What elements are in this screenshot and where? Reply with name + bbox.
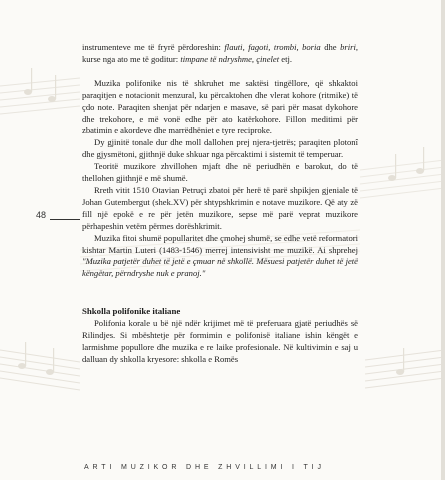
paragraph [82, 318, 358, 366]
background-staff-bottom-right [365, 350, 445, 388]
italic-text: flauti, fagoti, trombi, boria [224, 42, 321, 52]
text-run: , kurse nga ato me të goditur: [82, 42, 358, 64]
italic-text: timpane të ndryshme, çinelet [180, 53, 280, 64]
text-run: instrumenteve me të fryrë përdoreshin: [82, 42, 225, 52]
text-run: Muzika fitoi shumë popullaritet dhe çmohej shumë, se edhe vetë reformatori kishtar Martin Luteri (1483-1546) merrej intensivisht me muzikë. Ai shprehej [82, 232, 358, 255]
background-staff-top-left [0, 78, 80, 114]
paragraph [82, 137, 358, 161]
paragraph [82, 161, 358, 185]
page-edge-shadow [441, 0, 445, 480]
paragraph [82, 78, 358, 138]
text-run: Rreth vitit 1510 Otavian Petruçi zbatoi për herë të parë shpikjen gjeniale të Johan Gutembergut (shek.XV) për shtypshkrimin e notave muzikore. Që aty zë fill një epokë e re për jetën muzikore, sepse më parë veprat muzikore përhapeshin vetëm përmes dorëshkrimit. [82, 184, 358, 231]
background-staff-bottom-left [0, 350, 80, 390]
paragraph [82, 233, 358, 281]
background-staff-right [360, 160, 445, 198]
page-number: 48 [36, 210, 47, 220]
italic-text: briri [340, 42, 356, 52]
text-run: Dy gjinitë tonale dur dhe moll dallohen prej njera-tjetrës; paraqiten plotonî dhe gjysmëtoni, gjithnjë duke shkuar nga përcaktimi i sistemit të temperuar. [82, 137, 358, 160]
text-run: Polifonia korale u bë një ndër krijimet më të preferuara gjatë periudhës së Rilindjes. Si mbështetje për formimin e polifonisë italiane ishin këngët e larmishme popullore dhe muzika e re laike profesionale. Në kultivimin e saj u dalluan dy shkolla kryesore: shkolla e Romës [82, 318, 358, 364]
text-run: Teoritë muzikore zhvillohen mjaft dhe në periudhën e barokut, do të thellohen gjithnjë e më shumë. [82, 161, 358, 184]
paragraph [82, 185, 358, 233]
text-run: dhe [320, 42, 341, 52]
paragraph [82, 42, 358, 66]
body-text [82, 42, 358, 366]
section-heading: Shkolla polifonike italiane [82, 306, 181, 317]
page-number-rule [50, 219, 80, 220]
italic-text: "Muzika patjetër duhet të jetë e çmuar në shkollë. Mësuesi patjetër duhet të jetë këngëtar, përndryshe nuk e pranoj." [82, 256, 358, 279]
text-run: etj. [279, 53, 293, 64]
running-footer: ARTI MUZIKOR DHE ZHVILLIMI I TIJ [84, 464, 325, 471]
text-run: Muzika polifonike nis të shkruhet me saktësi tingëllore, që shkaktoi paraqitjen e notacionit menzural, ku përcaktohen dhe vlerat kohore (ritmike) të çdo note. Paraqiten shenjat për ndarjen e masave, së pari për masat dykohore dhe trekohore, e më vonë edhe për ato katërkohore. Fillon meditimi për zbatimin e akordeve dhe marrëdhëniet e tyre reciproke. [82, 77, 358, 136]
